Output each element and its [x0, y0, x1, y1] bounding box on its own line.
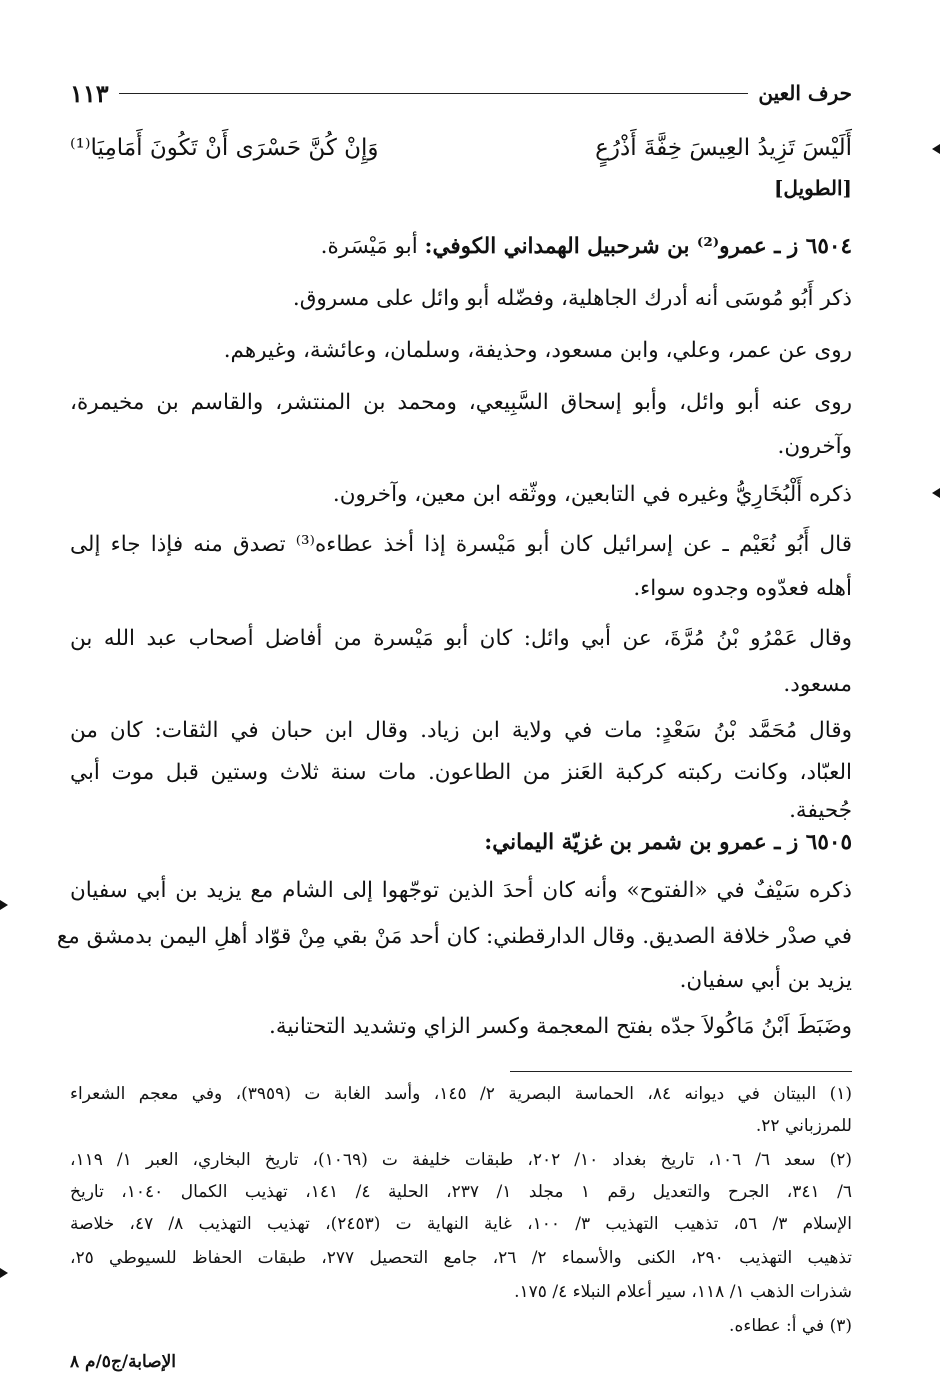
footnote-line: (٢) سعد ٦/ ١٠٦، تاريخ بغداد ١٠/ ٢٠٢، طبقات خليفة ت (١٠٦٩)، تاريخ البخاري، العبر ١/ ١١٩، [70, 1150, 852, 1170]
text-line: ذكر أَبُو مُوسَى أنه أدرك الجاهلية، وفضّله أبو وائل على مسروق. [292, 286, 852, 311]
footnote-line: تذهيب التهذيب ٢٩٠، الكنى والأسماء ٢/ ٢٦، جامع التحصيل ٢٧٧، طبقات الحفاظ للسيوطي ٢٥، [70, 1248, 853, 1268]
entry-6505-heading: ٦٥٠٥ ز ـ عمرو بن شمر بن غزيّة اليماني: [484, 830, 852, 855]
text-line: في صدْر خلافة الصديق. وقال الدارقطني: كان أحد مَنْ بقي مِنْ قوّاد أهلِ اليمن بدمشق مع [56, 924, 852, 949]
text-line: وآخرون. [777, 434, 852, 459]
text-line: وقال مُحَمَّد بْنُ سَعْدٍ: مات في ولاية ابن زياد. وقال ابن حبان في الثقات: كان من [70, 718, 852, 743]
text-line: يزيد بن أبي سفيان. [679, 968, 852, 993]
entry-6504-heading: ٦٥٠٤ ز ـ عمرو⁽²⁾ بن شرحبيل الهمداني الكوفي: [424, 234, 852, 259]
chapter-title: حرف العين [758, 81, 852, 105]
poem-verse [70, 128, 852, 168]
margin-mark [0, 1268, 8, 1278]
text-line: العبّاد، وكانت ركبته كركبة العَنز من الطاعون. مات سنة ثلاث وستين قبل موت أبي [70, 760, 852, 785]
footnote-line: للمرزباني ٢٢. [755, 1116, 852, 1136]
poetic-meter: [الطويل] [773, 176, 852, 200]
footnote-line: شذرات الذهب ١/ ١١٨، سير أعلام النبلاء ٤/ ١٧٥. [514, 1282, 852, 1302]
text-line: وقال عَمْرُو بْنُ مُرَّةَ، عن أبي وائل: كان أبو مَيْسرة من أفاضل أصحاب عبد الله بن [70, 626, 852, 651]
header-rule [119, 93, 749, 94]
verse-first-hemistich: أَلَيْسَ تَزِيدُ العِيسَ خِفَّةَ أَذْرُعٍ [595, 135, 852, 161]
text-line: روى عنه أبو وائل، وأبو إسحاق السَّبِيعي، ومحمد بن المنتشر، والقاسم بن مخيمرة، [70, 390, 852, 415]
text-line: أهله فعدّوه وجدوه سواء. [633, 576, 852, 601]
text-line: جُحيفة. [789, 798, 852, 823]
entry-6504-heading-line [321, 236, 852, 258]
footnote-line: ٦/ ٣٤١، الجرح والتعديل رقم ١ مجلد ١/ ٢٣٧، الحلية ٤/ ١٤١، تهذيب الكمال ١٠٤٠، تاريخ [70, 1182, 852, 1202]
footnote-line: (١) البيتان في ديوانه ٨٤، الحماسة البصرية ٢/ ١٤٥، وأسد الغابة ت (٣٩٥٩)، وفي معجم الشعراء [70, 1084, 853, 1104]
printer-signature: الإصابة/ج٥/م ٨ [70, 1352, 176, 1372]
footnote-separator [510, 1071, 852, 1072]
margin-mark [0, 900, 8, 910]
margin-mark [932, 144, 940, 154]
verse-second-hemistich: وَإِنْ كُنَّ حَسْرَى أَنْ تَكُونَ أَمَامِيَا⁽¹⁾ [70, 135, 379, 161]
text-line: وضَبَطَ اَبْنُ مَاكُولاَ جدّه بفتح المعجمة وكسر الزاي وتشديد التحتانية. [269, 1014, 852, 1039]
entry-6504-kunya: أبو مَيْسَرة. [320, 234, 418, 259]
text-line: ذكره سَيْفٌ في «الفتوح» وأنه كان أحدَ الذين توجّهوا إلى الشام مع يزيد بن أبي سفيان [70, 878, 852, 903]
text-line: قال أَبُو نُعَيْم ـ عن إسرائيل كان أبو مَيْسرة إذا أخذ عطاءه⁽³⁾ تصدق منه فإذا جاء إلى [70, 532, 852, 557]
footnote-line: الإسلام ٣/ ٥٦، تذهيب التهذيب ٣/ ١٠٠، غاية النهاية ت (٢٤٥٣)، تهذيب التهذيب ٨/ ٤٧، خلاصة [70, 1214, 852, 1234]
margin-mark [932, 488, 940, 498]
text-line: مسعود. [783, 672, 852, 697]
running-header [70, 76, 852, 110]
text-line: ذكره أَلْبُخَارِيُّ وغيره في التابعين، ووثّقه ابن معين، وآخرون. [332, 482, 852, 507]
text-line: روى عن عمر، وعلي، وابن مسعود، وحذيفة، وسلمان، وعائشة، وغيرهم. [223, 338, 852, 363]
footnote-line: (٣) في أ: عطاءه. [729, 1316, 852, 1336]
page-number: ١١٣ [70, 78, 109, 108]
